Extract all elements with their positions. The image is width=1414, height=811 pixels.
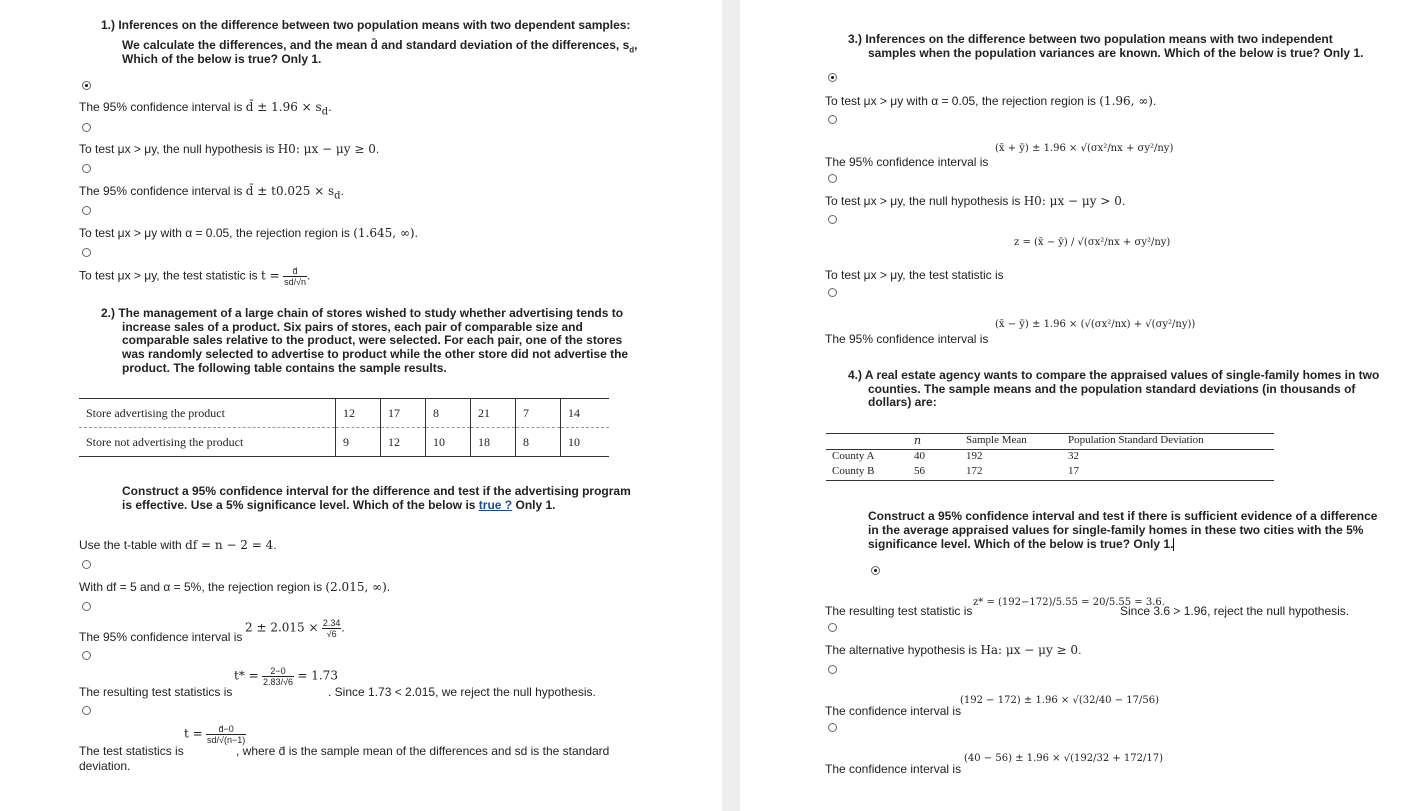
q4-option-1-radio[interactable] (871, 566, 880, 575)
true-link[interactable]: true ? (478, 498, 513, 512)
q4-intro-1: 4.) A real estate agency wants to compare the appraised values of single-family homes in two (848, 368, 1380, 382)
q2-intro-3: comparable sales relative to the product, were selected. For each pair, one of the stores (122, 333, 623, 347)
table-row (826, 465, 1274, 481)
table-row (826, 450, 1274, 466)
q3-option-5-math: (x̄ − ȳ) ± 1.96 × (√(σx²/nx) + √(σy²/ny)) (995, 319, 1196, 330)
table-header-row (826, 434, 1274, 450)
q4-option-4-math: (40 − 56) ± 1.96 × √(192/32 + 172/17) (964, 753, 1163, 764)
q2-option-2-radio[interactable] (82, 602, 91, 611)
q1-option-4: To test μx > μy with α = 0.05, the rejection region is (1.645, ∞). (79, 226, 418, 240)
q4-county-table (826, 433, 1274, 481)
q1-option-1: The 95% confidence interval is d̄ ± $1.96 \times s_d$. (79, 100, 332, 118)
table-cell: 21 (471, 399, 516, 428)
table-row-label: Store advertising the product (79, 399, 336, 428)
q2-option-4-label: The resulting test statistics is (79, 685, 233, 699)
q2-intro-2: increase sales of a product. Six pairs of stores, each pair of comparable size and (122, 320, 583, 334)
table-cell: 56 (908, 465, 960, 481)
q2-intro-5: product. The following table contains the sample results. (122, 361, 447, 375)
table-cell: County B (826, 465, 908, 481)
q4-option-2-radio[interactable] (828, 623, 837, 632)
q3-option-4-radio[interactable] (828, 215, 837, 224)
table-cell: 10 (426, 428, 471, 457)
table-cell: 40 (914, 450, 925, 462)
table-cell: 14 (561, 399, 610, 428)
q3-option-2-math: (x̄ + ȳ) ± 1.96 × √(σx²/nx + σy²/ny) (995, 143, 1174, 154)
q2-option-3-math: 2 ± 2.015 × $\frac{2.34}{√6}$ . (245, 618, 345, 639)
q1-option-1-radio[interactable] (82, 81, 91, 90)
q2-question-2: is effective. Use a 5% significance level. Which of the below is true ? Only 1. (122, 498, 556, 512)
q2-option-1-radio[interactable] (82, 560, 91, 569)
table-row (79, 428, 609, 457)
q1-option-3: The 95% confidence interval is d̄ ± $t0.025 \times s_d$. (79, 184, 344, 202)
q4-option-3-label: The confidence interval is (825, 704, 962, 718)
q2-option-5-label-2: deviation. (79, 759, 131, 773)
q2-intro-4: was randomly selected to advertise to product while the other store did not advertise the (122, 347, 629, 361)
q3-option-5-label: The 95% confidence interval is (825, 332, 989, 346)
q1-option-5-radio[interactable] (82, 248, 91, 257)
table-cell: 172 (960, 465, 1062, 481)
q4-option-2: The alternative hypothesis is Ha: μx − μy ≥ 0. (825, 643, 1082, 657)
q2-option-5-math: t = $\frac{d̄-0}{sd/√(n-1)}$ (184, 724, 246, 745)
q3-option-2-label: The 95% confidence interval is (825, 155, 989, 169)
q3-option-1-radio[interactable] (828, 73, 837, 82)
table-cell: 32 (1068, 450, 1079, 462)
q3-option-4-label: To test μx > μy, the test statistic is (825, 268, 1004, 282)
right-page (740, 0, 1414, 811)
table-cell: 9 (336, 428, 381, 457)
table-cell: 8 (426, 399, 471, 428)
q4-option-3-math: (192 − 172) ± 1.96 × √(32/40 − 17/56) (960, 695, 1159, 706)
table-header (826, 434, 908, 450)
q4-option-1-math: z* = (192−172)/5.55 = 20/5.55 = 3.6. (973, 597, 1165, 608)
q1-title: 1.) Inferences on the difference between two population means with two dependent samples: (101, 18, 631, 32)
q4-intro-2: counties. The sample means and the population standard deviations (in thousands of (868, 382, 1356, 396)
q3-option-3-radio[interactable] (828, 174, 837, 183)
text-cursor (1173, 538, 1174, 551)
q2-option-1: Use the t-table with df = n − 2 = 4. (79, 538, 277, 552)
table-row (79, 399, 609, 428)
q4-option-3-radio[interactable] (828, 665, 837, 674)
table-header: Population Standard Deviation (1062, 434, 1274, 450)
table-cell: 12 (336, 399, 381, 428)
table-cell: 10 (561, 428, 610, 457)
table-cell: 7 (516, 399, 561, 428)
q2-option-5-label: The test statistics is (79, 744, 184, 758)
q1-line3: Which of the below is true? Only 1. (122, 52, 322, 66)
q2-option-5-note: , where d̄ is the sample mean of the differences and sd is the standard (236, 744, 610, 758)
q2-option-4-radio[interactable] (82, 706, 91, 715)
q1-option-5: To test μx > μy, the test statistic is t = $\frac{d̄}{sd/√n}$ . (79, 266, 311, 287)
q2-sales-table (79, 398, 609, 457)
table-cell: 17 (1062, 465, 1274, 481)
q3-option-3: To test μx > μy, the null hypothesis is H0: μx − μy > 0. (825, 194, 1126, 208)
q1-line2: We calculate the differences, and the mean d̄ and standard deviation of the differences, $s_d$, (122, 38, 638, 55)
q2-option-3-label: The 95% confidence interval is (79, 630, 243, 644)
q4-option-4-label: The confidence interval is (825, 762, 962, 776)
table-cell: 12 (381, 428, 426, 457)
q2-option-3-radio[interactable] (82, 651, 91, 660)
table-cell: 17 (381, 399, 426, 428)
q4-option-4-radio[interactable] (828, 723, 837, 732)
q4-question-3: significance level. Which of the below is true? Only 1. (868, 537, 1174, 551)
q1-option-2: To test μx > μy, the null hypothesis is H0: μx − μy ≥ 0. (79, 142, 380, 156)
q3-option-2-radio[interactable] (828, 115, 837, 124)
table-cell: 8 (516, 428, 561, 457)
q3-option-5-radio[interactable] (828, 288, 837, 297)
q2-question-1: Construct a 95% confidence interval for the difference and test if the advertising program (122, 484, 631, 498)
q2-option-4-note: . Since 1.73 < 2.015, we reject the null hypothesis. (328, 685, 596, 699)
q4-question-1: Construct a 95% confidence interval and test if there is sufficient evidence of a difference (868, 509, 1378, 523)
table-header: Sample Mean (960, 434, 1062, 450)
table-cell: 192 (966, 450, 983, 462)
q4-option-1-label: The resulting test statistic is (825, 604, 973, 618)
q4-option-1-note: Since 3.6 > 1.96, reject the null hypothesis. (1120, 604, 1350, 618)
q4-intro-3: dollars) are: (868, 395, 937, 409)
q3-option-1: To test μx > μy with α = 0.05, the rejection region is (1.96, ∞). (825, 94, 1157, 108)
q1-option-2-radio[interactable] (82, 123, 91, 132)
q3-title-2: samples when the population variances are known. Which of the below is true? Only 1. (868, 46, 1364, 60)
table-header: n (908, 434, 960, 450)
q1-option-4-radio[interactable] (82, 206, 91, 215)
table-row-label: Store not advertising the product (79, 428, 336, 457)
q3-option-4-math: z = (x̄ − ȳ) / √(σx²/nx + σy²/ny) (1014, 237, 1171, 248)
table-cell: 18 (471, 428, 516, 457)
q3-title-1: 3.) Inferences on the difference between two population means with two independent (848, 32, 1333, 46)
table-cell: County A (832, 450, 875, 462)
q1-option-3-radio[interactable] (82, 164, 91, 173)
q4-question-2: in the average appraised values for single-family homes in these two cities with the 5% (868, 523, 1364, 537)
q2-option-4-math: t* = $\frac{2-0}{2.83/√6}$ = 1.73 (234, 666, 338, 687)
q2-option-2: With df = 5 and α = 5%, the rejection region is (2.015, ∞). (79, 580, 391, 594)
q2-intro-1: 2.) The management of a large chain of stores wished to study whether advertising tends to (101, 306, 624, 320)
